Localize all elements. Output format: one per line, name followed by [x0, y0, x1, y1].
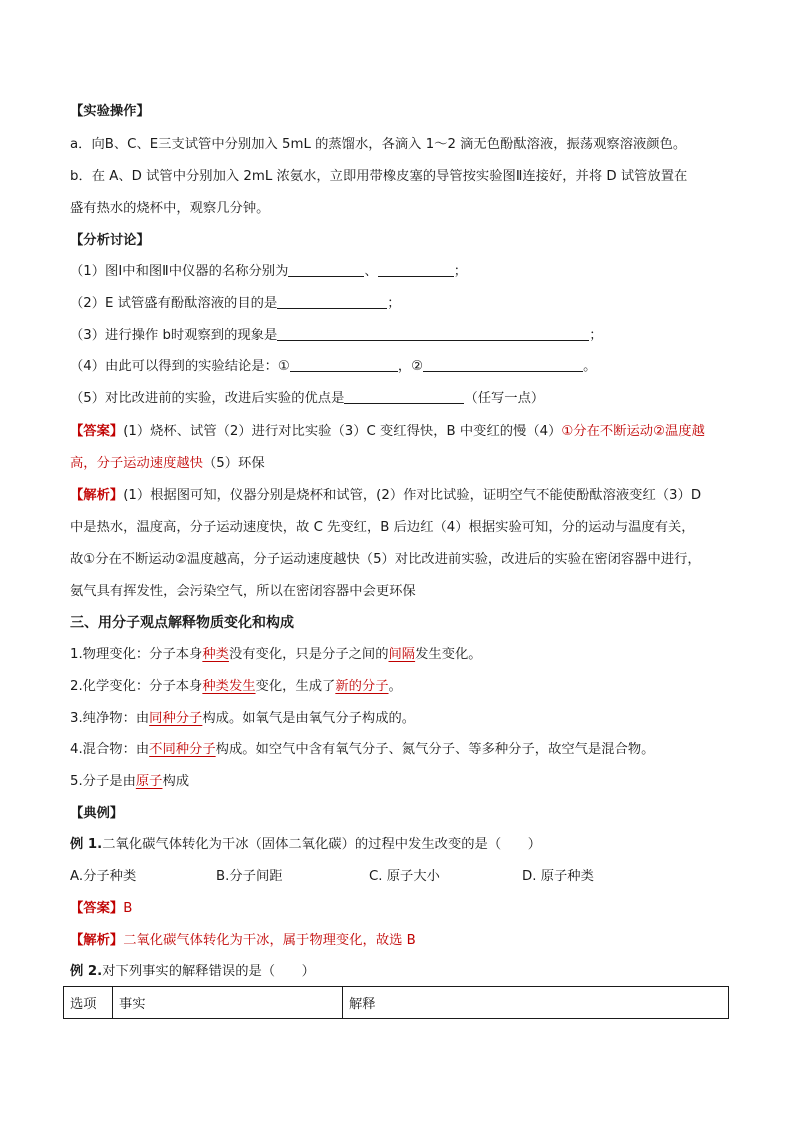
point-2: [70, 677, 402, 697]
point-1: [70, 645, 482, 665]
key-term: 同种分子: [149, 711, 203, 726]
question-5: [70, 389, 544, 409]
section-heading-3: 三、用分子观点解释物质变化和构成: [70, 615, 294, 631]
example-text: 对下列事实的解释错误的是（ ）: [102, 964, 315, 979]
question-4: [70, 357, 596, 377]
section-heading-examples: 【典例】: [70, 806, 124, 821]
answer-blank[interactable]: [277, 326, 589, 341]
answer-text-highlight: ①分在不断运动②温度越: [561, 424, 705, 439]
analysis-line-3: 故①分在不断运动②温度越高，分子运动速度越快（5）对比改进前实验，改进后的实验在密闭容器中进行，: [70, 552, 701, 567]
example-text: 二氧化碳气体转化为干冰（固体二氧化碳）的过程中发生改变的是（ ）: [102, 837, 542, 852]
question-1: [70, 262, 467, 282]
question-text: （5）对比改进前的实验，改进后实验的优点是: [70, 391, 345, 406]
point-text: 2.化学变化：分子本身: [70, 679, 203, 694]
key-term: 种类发生: [202, 679, 256, 694]
punctuation: （任写一点）: [464, 391, 545, 406]
table-header-explanation: 解释: [343, 987, 729, 1019]
answer-text: （5）环保: [202, 456, 265, 471]
answer-text: (1）烧杯、试管（2）进行对比实验（3）C 变红得快，B 中变红的慢（4）: [123, 424, 562, 439]
analysis-line-1: [70, 486, 701, 506]
answer-blank[interactable]: [423, 357, 583, 372]
question-text: （2）E 试管盛有酚酞溶液的目的是: [70, 296, 278, 311]
answer-tag: 【答案】: [70, 424, 124, 439]
point-text: 3.纯净物：由: [70, 711, 150, 726]
analysis-line-4: 氨气具有挥发性，会污染空气，所以在密闭容器中会更环保: [70, 584, 416, 599]
point-text: 构成。如空气中含有氧气分子、氮气分子、等多种分子，故空气是混合物。: [215, 742, 655, 757]
key-term: 原子: [135, 774, 163, 789]
operation-step-b-line1: b．在 A、D 试管中分别加入 2mL 浓氨水，立即用带橡皮塞的导管按实验图Ⅱ连接好，并将 D 试管放置在: [70, 169, 688, 184]
option-c[interactable]: C. 原子大小: [369, 869, 440, 884]
point-text: 构成: [162, 774, 190, 789]
option-d[interactable]: D. 原子种类: [522, 869, 594, 884]
answer-blank[interactable]: [344, 389, 464, 404]
key-term: 间隔: [388, 647, 416, 662]
answer-blank[interactable]: [277, 294, 387, 309]
answer-text: B: [123, 901, 133, 916]
point-text: 1.物理变化：分子本身: [70, 647, 203, 662]
question-2: [70, 294, 401, 314]
analysis-text: 二氧化碳气体转化为干冰，属于物理变化，故选 B: [123, 933, 416, 948]
punctuation: ；: [453, 264, 467, 279]
table-header-option: 选项: [64, 987, 113, 1019]
example-1-answer: [70, 899, 132, 919]
separator: 、: [364, 264, 378, 279]
punctuation: 。: [583, 359, 597, 374]
section-heading-operation: 【实验操作】: [70, 104, 150, 119]
point-3: [70, 709, 415, 729]
answer-text-highlight: 高，分子运动速度越快: [70, 456, 203, 471]
answer-tag: 【答案】: [70, 901, 124, 916]
point-5: [70, 772, 189, 792]
point-text: 。: [388, 679, 402, 694]
question-3: [70, 326, 603, 346]
question-text: （3）进行操作 b时观察到的现象是: [70, 328, 278, 343]
option-a[interactable]: A.分子种类: [70, 869, 137, 884]
point-text: 构成。如氧气是由氧气分子构成的。: [202, 711, 416, 726]
punctuation: ；: [589, 328, 603, 343]
point-text: 没有变化，只是分子之间的: [228, 647, 389, 662]
example-1-options: [70, 867, 594, 887]
analysis-text: (1）根据图可知，仪器分别是烧杯和试管，(2）作对比试验，证明空气不能使酚酞溶液变红（3）D: [123, 488, 702, 503]
example-1-question: [70, 835, 541, 855]
example-label: 例 2.: [70, 964, 103, 979]
key-term: 种类: [202, 647, 229, 662]
table-header-row: [64, 987, 729, 1019]
punctuation: ；: [387, 296, 401, 311]
answer-line-1: [70, 422, 705, 442]
point-text: 5.分子是由: [70, 774, 136, 789]
option-b[interactable]: B.分子间距: [216, 869, 283, 884]
point-text: 4.混合物：由: [70, 742, 150, 757]
analysis-tag: 【解析】: [70, 933, 124, 948]
analysis-tag: 【解析】: [70, 488, 124, 503]
answer-blank[interactable]: [288, 262, 364, 277]
operation-step-b-line2: 盛有热水的烧杯中，观察几分钟。: [70, 201, 270, 216]
example-label: 例 1.: [70, 837, 103, 852]
example-2-question: [70, 962, 315, 982]
table-header-fact: 事实: [113, 987, 343, 1019]
point-text: 发生变化。: [415, 647, 482, 662]
question-text: （4）由此可以得到的实验结论是：①: [70, 359, 290, 374]
question-text: （1）图Ⅰ中和图Ⅱ中仪器的名称分别为: [70, 264, 289, 279]
operation-step-a: a．向B、C、E三支试管中分别加入 5mL 的蒸馏水，各滴入 1～2 滴无色酚酞溶液，振荡观察溶液颜色。: [70, 137, 687, 152]
section-heading-analysis: 【分析讨论】: [70, 233, 150, 248]
answer-line-2: [70, 454, 265, 474]
explanation-table: [63, 986, 729, 1019]
point-text: 变化，生成了: [255, 679, 336, 694]
key-term: 不同种分子: [149, 742, 216, 757]
point-4: [70, 740, 654, 760]
key-term: 新的分子: [335, 679, 389, 694]
separator: ，②: [397, 359, 424, 374]
analysis-line-2: 中是热水，温度高，分子运动速度快，故 C 先变红，B 后边红（4）根据实验可知，分的运动与温度有关，: [70, 520, 695, 535]
answer-blank[interactable]: [290, 357, 398, 372]
example-1-analysis: [70, 931, 416, 951]
answer-blank[interactable]: [378, 262, 454, 277]
